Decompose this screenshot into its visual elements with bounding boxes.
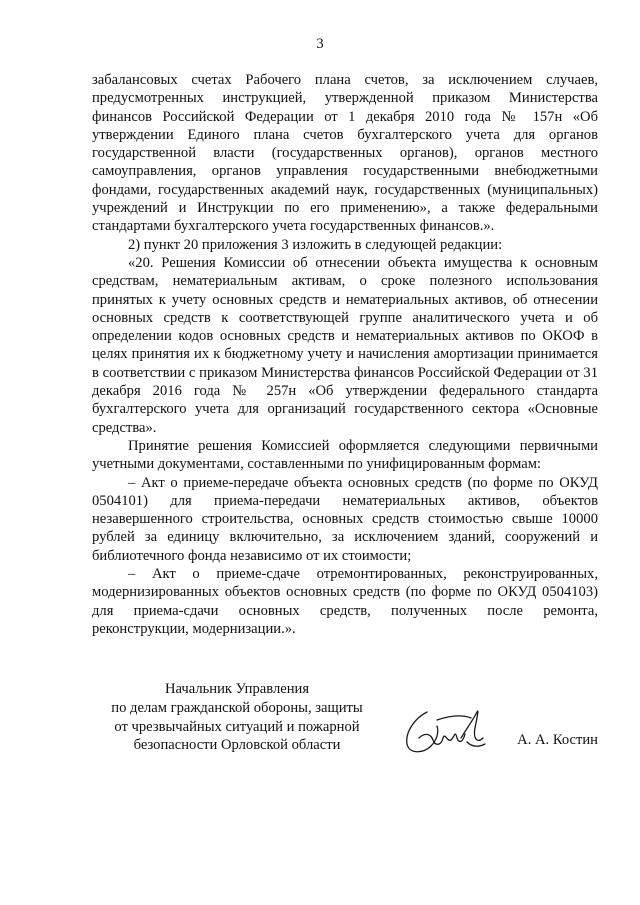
signatory-position — [92, 680, 382, 755]
paragraph-form-0504101: – Акт о приеме-передаче объекта основных средств (по форме по ОКУД 0504101) для приема-передачи нематериальных активов, объектов незавершенного строительства, основных средств стоимостью свыше 10000 рублей за единицу включительно, за исключением зданий, сооружений и библиотечного фонда независимо от их стоимости; — [92, 474, 598, 564]
paragraph-item-2: 2) пункт 20 приложения 3 изложить в следующей редакции: — [128, 236, 503, 253]
handwritten-signature — [397, 698, 492, 758]
signatory-name: А. А. Костин — [517, 732, 598, 748]
position-line: от чрезвычайных ситуаций и пожарной — [114, 718, 360, 735]
position-line: Начальник Управления — [164, 681, 310, 697]
page-number: 3 — [316, 36, 324, 52]
paragraph-decision-forms: Принятие решения Комиссией оформляется следующими первичными учетными документами, составленными по унифицированным формам: — [92, 437, 598, 473]
signature-block — [92, 680, 598, 760]
paragraph-form-0504103: – Акт о приеме-сдаче отремонтированных, реконструированных, модернизированных объектов основных средств (по форме по ОКУД 0504103) для приема-сдачи основных средств, полученных после ремонта, реконструкции, модернизации.». — [92, 566, 598, 637]
position-line: безопасности Орловской области — [133, 737, 341, 754]
document-body — [92, 71, 598, 638]
paragraph-clause-20: «20. Решения Комиссии об отнесении объекта имущества к основным средствам, нематериальным активам, о сроке полезного использования принятых к учету основных средств и нематериальных активов, об отнесении основных средств к соответствующей группе аналитического учета и об определении кодов основных средств и нематериальных активов по ОКОФ в целях принятия их к бюджетному учету и начисления амортизации принимается в соответствии с приказом Министерства финансов Российской Федерации от 31 декабря 2016 года № 257н «Об утверждении федерального стандарта бухгалтерского учета для организаций государственного сектора «Основные средства». — [92, 254, 598, 436]
position-line: по делам гражданской обороны, защиты — [111, 699, 363, 716]
paragraph-continuation: забалансовых счетах Рабочего плана счетов, за исключением случаев, предусмотренных инструкцией, утвержденной приказом Министерства финансов Российской Федерации от 1 декабря 2010 года № 157н «Об утверждении Единого плана счетов бухгалтерского учета для органов государственной власти (государственных органов), органов местного самоуправления, органов управления государственными внебюджетными фондами, государственных академий наук, государственных (муниципальных) учреждений и Инструкции по его применению», а также федеральными стандартами бухгалтерского учета государственных финансов.». — [92, 72, 598, 235]
